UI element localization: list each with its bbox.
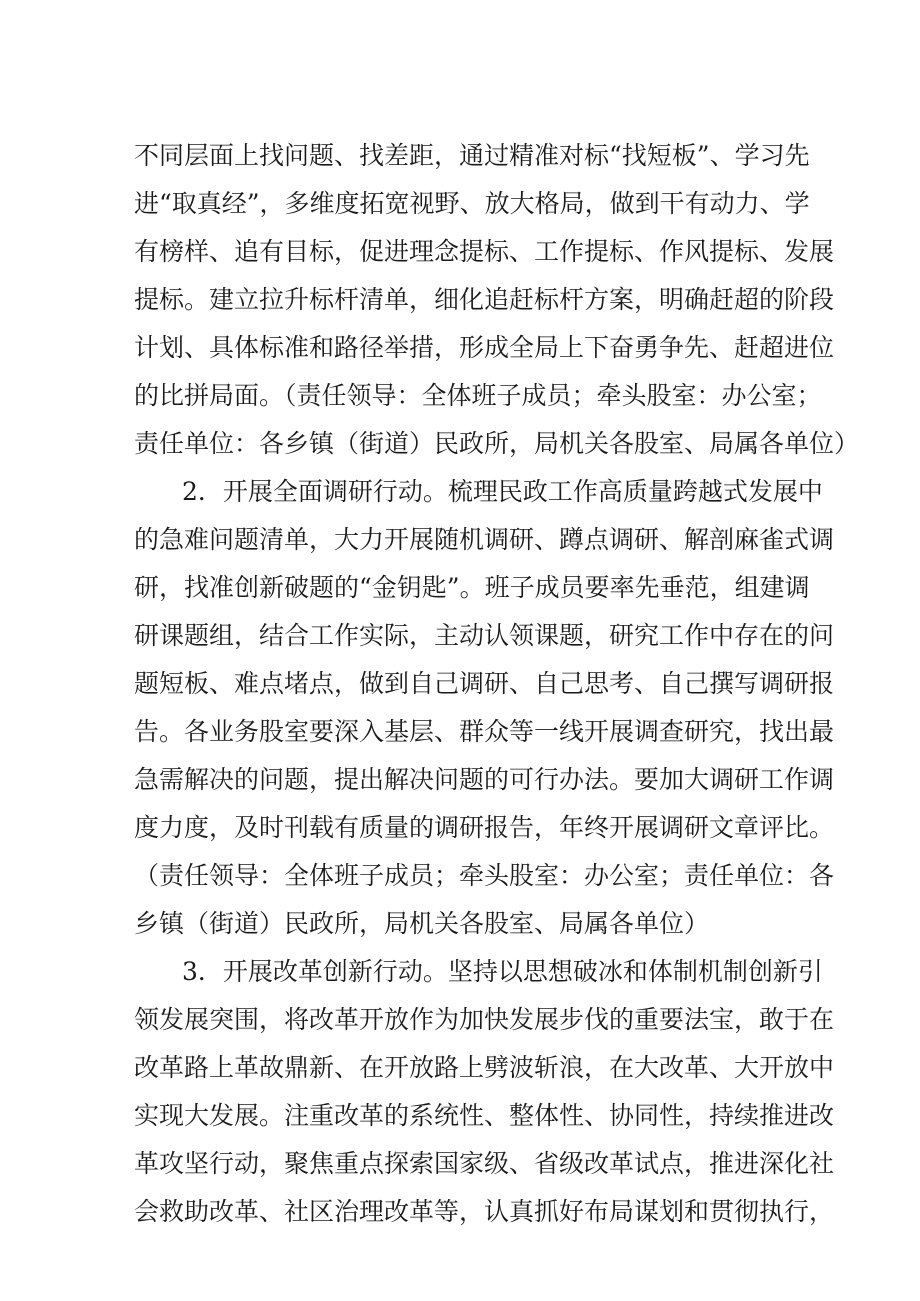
text-line: 急需解决的问题，提出解决问题的可行办法。要加大调研工作调 [134, 765, 835, 794]
text-line: 研课题组，结合工作实际，主动认领课题，研究工作中存在的问 [134, 621, 835, 650]
text-line: 责任单位：各乡镇（街道）民政所，局机关各股室、局属各单位） [134, 429, 860, 458]
text-line: 题短板、难点堵点，做到自己调研、自己思考、自己撰写调研报 [134, 669, 835, 698]
section-heading-line: 3．开展改革创新行动。坚持以思想破冰和体制机制创新引 [182, 957, 823, 986]
text-line: 不同层面上找问题、找差距，通过精准对标“找短板”、学习先 [134, 141, 810, 170]
text-line: 革攻坚行动，聚焦重点探索国家级、省级改革试点，推进深化社 [134, 1149, 835, 1178]
text-line: 的比拼局面。（责任领导：全体班子成员；牵头股室：办公室； [134, 381, 822, 410]
text-line: 乡镇（街道）民政所，局机关各股室、局属各单位） [134, 909, 710, 938]
text-line: 告。各业务股室要深入基层、群众等一线开展调查研究，找出最 [134, 717, 835, 746]
text-line: 会救助改革、社区治理改革等，认真抓好布局谋划和贯彻执行， [134, 1197, 835, 1226]
text-line: 计划、具体标准和路径举措，形成全局上下奋勇争先、赶超进位 [134, 333, 835, 362]
text-line: （责任领导：全体班子成员；牵头股室：办公室；责任单位：各 [134, 861, 835, 890]
text-line: 进“取真经”，多维度拓宽视野、放大格局，做到干有动力、学 [134, 189, 810, 218]
text-line: 度力度，及时刊载有质量的调研报告，年终开展调研文章评比。 [134, 813, 835, 842]
section-heading-line: 2．开展全面调研行动。梳理民政工作高质量跨越式发展中 [182, 477, 823, 506]
text-line: 实现大发展。注重改革的系统性、整体性、协同性，持续推进改 [134, 1101, 835, 1130]
text-line: 有榜样、追有目标，促进理念提标、工作提标、作风提标、发展 [134, 237, 835, 266]
text-line: 研，找准创新破题的“金钥匙”。班子成员要率先垂范，组建调 [134, 573, 810, 602]
text-line: 的急难问题清单，大力开展随机调研、蹲点调研、解剖麻雀式调 [134, 525, 835, 554]
text-line: 领发展突围，将改革开放作为加快发展步伐的重要法宝，敢于在 [134, 1005, 835, 1034]
text-line: 改革路上革故鼎新、在开放路上劈波斩浪，在大改革、大开放中 [134, 1053, 835, 1082]
text-line: 提标。建立拉升标杆清单，细化追赶标杆方案，明确赶超的阶段 [134, 285, 835, 314]
